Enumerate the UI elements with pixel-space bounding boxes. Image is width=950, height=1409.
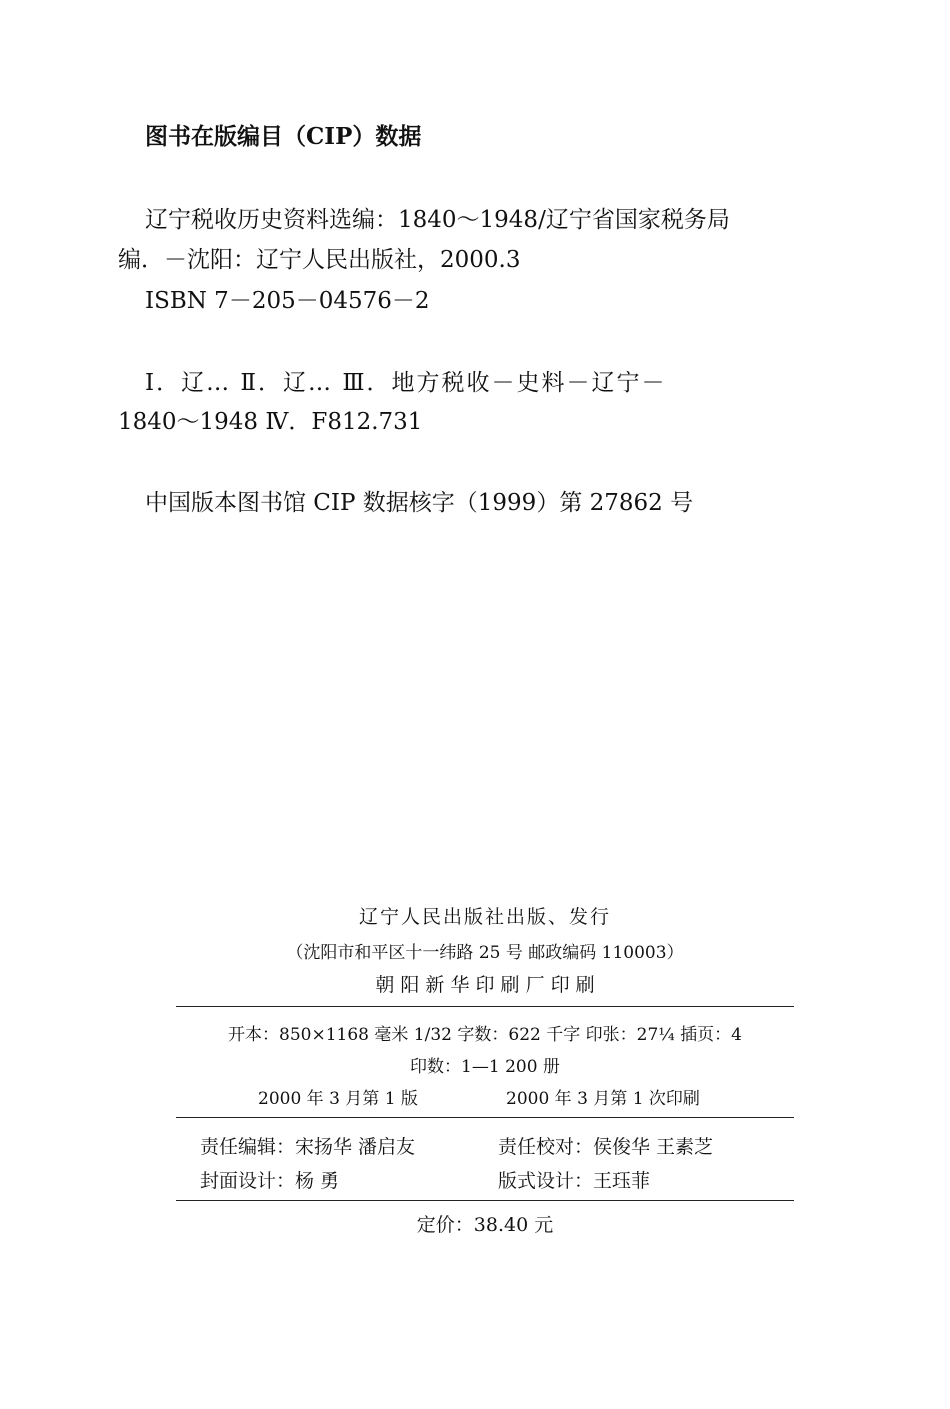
edition-date: 2000 年 3 月第 1 版 (258, 1089, 418, 1109)
cover-designer: 封面设计：杨 勇 (200, 1170, 340, 1192)
rule-bottom (176, 1200, 794, 1201)
rule-middle (176, 1117, 794, 1118)
spec-line: 开本：850×1168 毫米 1/32 字数：622 千字 印张：27¼ 插页：4 (228, 1025, 742, 1045)
print-count: 印数：1—1 200 册 (410, 1057, 560, 1077)
publisher-line: 辽宁人民出版社出版、发行 (358, 906, 611, 928)
rule-top (176, 1006, 794, 1007)
price: 定价：38.40 元 (416, 1214, 554, 1236)
cip-title-line: 辽宁税收历史资料选编：1840～1948/辽宁省国家税务局 (145, 207, 730, 233)
publisher-address: （沈阳市和平区十一纬路 25 号 邮政编码 110003） (286, 943, 684, 963)
responsible-editors: 责任编辑：宋扬华 潘启友 (200, 1136, 416, 1158)
cip-publisher-line: 编．－沈阳：辽宁人民出版社，2000.3 (118, 247, 521, 273)
classification-line-2: 1840～1948 Ⅳ．F812.731 (118, 409, 423, 435)
cip-heading: 图书在版编目（CIP）数据 (145, 123, 422, 150)
isbn: ISBN 7－205－04576－2 (145, 288, 430, 314)
library-cip-note: 中国版本图书馆 CIP 数据核字（1999）第 27862 号 (145, 490, 694, 516)
proofreaders: 责任校对：侯俊华 王素芝 (498, 1136, 714, 1158)
classification-line-1: Ⅰ．辽… Ⅱ．辽… Ⅲ．地方税收－史料－辽宁－ (145, 370, 667, 396)
printer-line: 朝 阳 新 华 印 刷 厂 印 刷 (375, 974, 595, 996)
layout-designer: 版式设计：王珏菲 (498, 1170, 651, 1192)
printing-date: 2000 年 3 月第 1 次印刷 (506, 1089, 700, 1109)
